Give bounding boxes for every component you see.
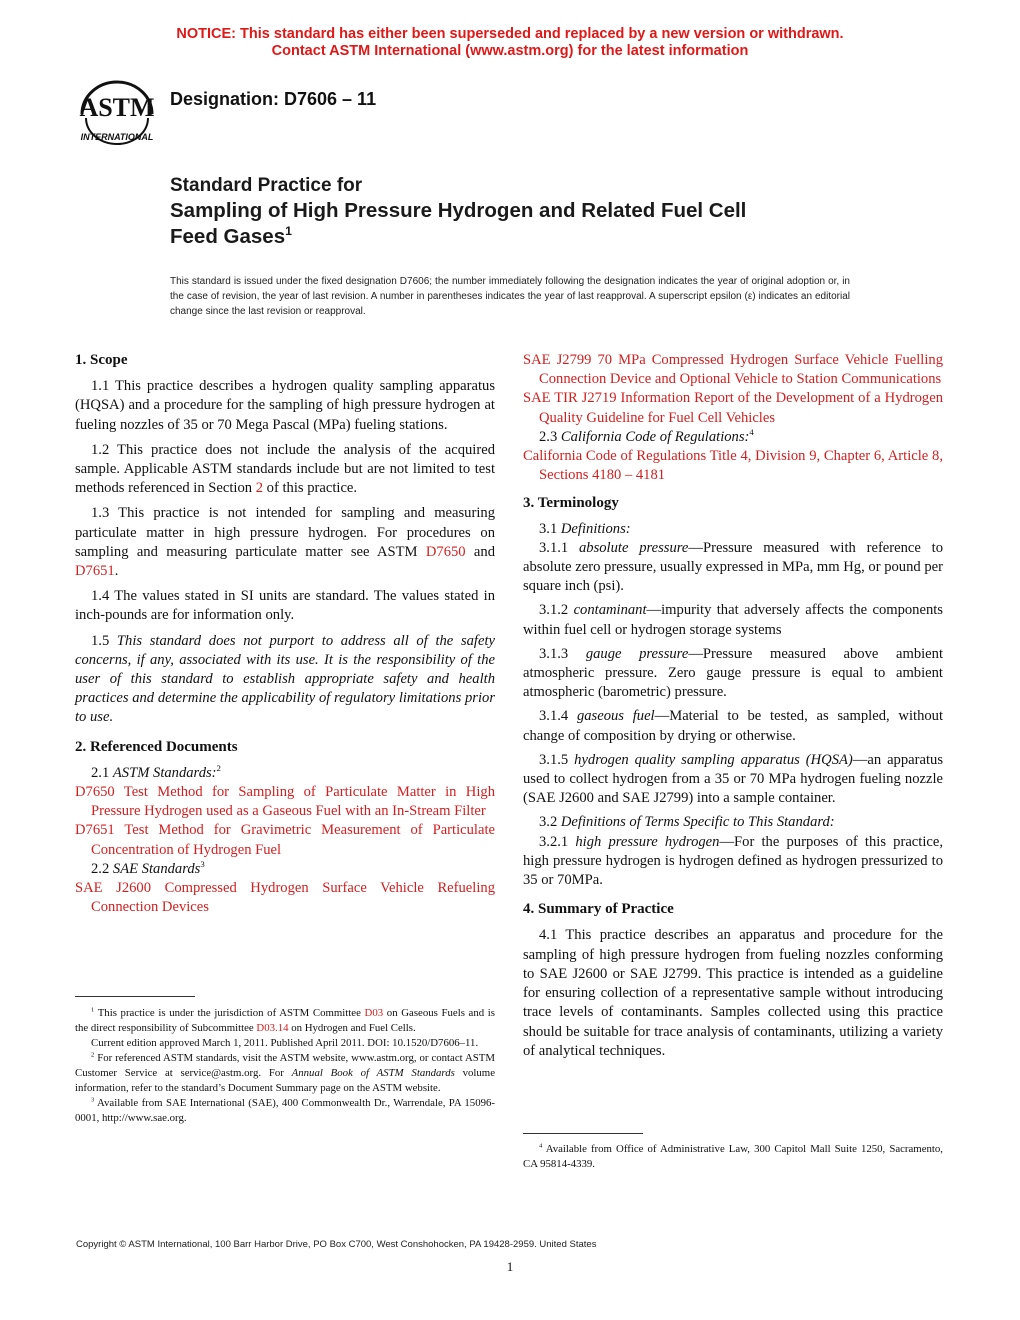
reference-sae-j2799[interactable] (523, 351, 943, 389)
para-2-3-text: California Code of Regulations: (560, 428, 750, 445)
definition-3-term: gauge pressure (585, 645, 689, 662)
para-3-2 (523, 813, 943, 832)
copyright-footer: Copyright © ASTM International, 100 Barr Harbor Drive, PO Box C700, West Conshohocken, PA 19428-2959. United States (76, 1239, 597, 1250)
para-1-3-text: 1.3 This practice is not intended for sampling and measuring particulate matter in high pressure hydrogen. For procedures on sampling and measuring particulate matter see ASTM (75, 505, 495, 560)
para-1-2-text: 1.2 This practice does not include the analysis of the acquired sample. Applicable ASTM standards include but are not limited to test methods referenced in Section (75, 441, 495, 497)
title-line-2-text: Feed Gases (170, 225, 286, 248)
fixed-designation-note: This standard is issued under the fixed designation D7606; the number immediately following the designation indicates the year of original adoption or, in the case of revision, the year of last revision. A number in parentheses indicates the year of last reapproval. A superscript epsilon (ε) indicates an editorial change since the last revision or reapproval. (170, 276, 850, 317)
definition-5-number: 3.1.5 (539, 751, 575, 768)
footnote-3-text: Available from SAE International (SAE), 400 Commonwealth Dr., Warrendale, PA 15096-0001, http://www.sae.org. (75, 1097, 495, 1124)
notice-banner (0, 26, 1020, 60)
para-2-2-text: SAE Standards (112, 860, 201, 877)
reference-california-code-text[interactable]: California Code of Regulations Title 4, Division 9, Chapter 6, Article 8, Sections 4180 – 4181 (523, 448, 943, 484)
definition-5-text: —an apparatus used to collect hydrogen from a 35 or 70 MPa hydrogen fueling nozzle (SAE J2600 and SAE J2799) into a sample container. (523, 751, 943, 807)
definition-2-term: contaminant (573, 602, 647, 619)
para-3-1-text: Definitions: (560, 520, 631, 537)
reference-sae-j2799-code[interactable]: SAE J2799 (523, 352, 592, 368)
para-1-5-number: 1.5 (91, 632, 117, 649)
section-2-heading: 2. Referenced Documents (75, 738, 238, 755)
definition-4-text: —Material to be tested, as sampled, without change of composition by drying or otherwise. (523, 708, 944, 744)
definition-1-term: absolute pressure (578, 539, 689, 556)
reference-sae-j2600[interactable] (75, 879, 495, 917)
para-1-3 (75, 504, 495, 581)
para-2-2 (75, 860, 495, 879)
para-4-1: 4.1 This practice describes an apparatus and procedure for the sampling of high pressure hydrogen from fueling nozzles conforming to SAE J2600 or SAE J2799. This practice is intended as a guideline for ensuring collection of a representative sample without introducing trace levels of contaminants. Samples collected using this practice should be suitable for trace analysis of contaminants, utilizing a variety of analytical techniques. (523, 927, 943, 1059)
document-title (170, 174, 870, 250)
footnote-1 (75, 1006, 495, 1036)
section-4-heading: 4. Summary of Practice (523, 901, 674, 918)
para-3-1-number: 3.1 (539, 520, 561, 537)
footnote-2-italic: Annual Book of ASTM Standards (291, 1067, 455, 1079)
definition-high-pressure-hydrogen (523, 833, 943, 891)
right-footnotes (523, 1142, 943, 1172)
notice-line-2: Contact ASTM International (www.astm.org) for the latest information (271, 43, 749, 59)
para-2-3 (523, 428, 943, 447)
footnote-2 (75, 1051, 495, 1096)
reference-sae-tir-j2719-code[interactable]: SAE TIR J2719 (523, 390, 617, 407)
para-2-2-footnote-mark: 3 (200, 859, 205, 870)
definition-gauge-pressure (523, 645, 943, 703)
reference-sae-j2600-code[interactable]: SAE J2600 (75, 880, 152, 897)
para-2-1 (75, 764, 495, 783)
page-number: 1 (506, 1259, 514, 1274)
para-1-5-text: This standard does not purport to address all of the safety concerns, if any, associated with its use. It is the responsibility of the user of this standard to establish appropriate safety and health practices and determine the applicability of regulatory limitations prior to use. (75, 632, 495, 726)
footnote-4 (523, 1142, 943, 1172)
para-3-2-text: Definitions of Terms Specific to This Standard: (560, 814, 835, 831)
definition-3-number: 3.1.3 (539, 645, 586, 662)
footnote-2-text-a: For referenced ASTM standards, visit the ASTM website, www.astm.org, or contact ASTM Customer Service at service@astm.org. For (75, 1052, 495, 1079)
reference-california-code[interactable] (523, 447, 943, 485)
definition-hqsa (523, 751, 943, 809)
left-column (75, 351, 495, 917)
reference-d7651[interactable] (75, 821, 495, 859)
definition-2-number: 3.1.2 (539, 602, 574, 619)
definition-6-term: high pressure hydrogen (575, 833, 720, 850)
definition-1-number: 3.1.1 (539, 539, 579, 556)
reference-d7650-title[interactable]: Test Method for Sampling of Particulate Matter in High Pressure Hydrogen used as a Gaseous Fuel with an In-Stream Filter (91, 784, 495, 820)
right-footnote-rule (523, 1133, 643, 1134)
definition-6-number: 3.2.1 (539, 833, 576, 850)
para-1-3-and: and (465, 543, 495, 560)
para-1-4: 1.4 The values stated in SI units are standard. The values stated in inch-pounds are for information only. (75, 588, 495, 624)
footnote-1-text-c: on Hydrogen and Fuel Cells. (288, 1022, 416, 1034)
para-3-1 (523, 520, 943, 539)
title-prefix: Standard Practice for (170, 175, 363, 196)
left-footnote-rule (75, 996, 195, 997)
reference-d7651-code[interactable]: D7651 (75, 822, 115, 839)
definition-4-term: gaseous fuel (576, 708, 655, 725)
definition-2-text: —impurity that adversely affects the components within fuel cell or hydrogen storage systems (523, 602, 943, 638)
para-2-3-number: 2.3 (539, 428, 561, 445)
reference-d7650-code[interactable]: D7650 (75, 784, 115, 801)
definition-5-term: hydrogen quality sampling apparatus (HQSA) (574, 751, 853, 768)
subcommittee-d03-14-link[interactable]: D03.14 (256, 1022, 289, 1034)
title-line-2 (170, 224, 870, 250)
reference-sae-j2799-title[interactable]: 70 MPa Compressed Hydrogen Surface Vehicle Fuelling Connection Device and Optional Vehicle to Station Communications (539, 352, 944, 388)
definition-6-text: —For the purposes of this practice, high pressure hydrogen is hydrogen defined as hydrogen pressurized to 35 or 70MPa. (523, 833, 943, 889)
title-footnote-mark: 1 (285, 224, 292, 239)
d7650-link[interactable]: D7650 (425, 543, 466, 560)
definition-contaminant (523, 601, 943, 639)
definition-3-text: —Pressure measured above ambient atmospheric pressure. Zero gauge pressure is equal to ambient atmospheric (barometric) pressure. (523, 645, 944, 701)
para-2-1-text: ASTM Standards: (112, 764, 217, 781)
astm-logo-icon (72, 74, 162, 146)
astm-logo (72, 74, 162, 146)
section-3-heading: 3. Terminology (523, 495, 619, 512)
reference-sae-tir-j2719-title[interactable]: Information Report of the Development of a Hydrogen Quality Guideline for Fuel Cell Vehicles (539, 390, 943, 426)
para-1-5 (75, 632, 495, 728)
notice-line-1: NOTICE: This standard has either been superseded and replaced by a new version or withdrawn. (176, 26, 844, 42)
footnote-4-mark: 4 (539, 1142, 543, 1150)
definition-4-number: 3.1.4 (539, 708, 577, 725)
title-line-1: Sampling of High Pressure Hydrogen and Related Fuel Cell (170, 199, 747, 222)
designation: Designation: D7606 – 11 (170, 89, 377, 109)
definition-gaseous-fuel (523, 707, 943, 745)
section-2-link[interactable]: 2 (255, 480, 264, 497)
logo-subtext: INTERNATIONAL (80, 132, 154, 142)
footnote-2-text-b: volume information, refer to the standard’s Document Summary page on the ASTM website. (75, 1067, 495, 1094)
para-2-1-number: 2.1 (91, 764, 113, 781)
footnote-3 (75, 1096, 495, 1126)
footnote-1-text-a: This practice is under the jurisdiction of ASTM Committee (94, 1007, 365, 1019)
left-footnotes (75, 1006, 495, 1126)
para-1-3-end: . (114, 563, 119, 580)
para-2-1-footnote-mark: 2 (216, 763, 221, 773)
footnote-4-text: Available from Office of Administrative Law, 300 Capitol Mall Suite 1250, Sacramento, CA 95814-4339. (523, 1143, 943, 1170)
para-3-2-number: 3.2 (539, 814, 561, 831)
footnote-1-mark: 1 (91, 1006, 95, 1014)
footnote-1-text-b: on Gaseous Fuels and is the direct responsibility of Subcommittee (75, 1007, 496, 1034)
para-1-2-end: of this practice. (263, 480, 358, 497)
footnote-1-edition: Current edition approved March 1, 2011. Published April 2011. DOI: 10.1520/D7606–11. (91, 1037, 479, 1049)
reference-sae-tir-j2719[interactable] (523, 389, 943, 427)
reference-d7651-title[interactable]: Test Method for Gravimetric Measurement of Particulate Concentration of Hydrogen Fuel (91, 822, 495, 858)
definition-1-text: —Pressure measured with reference to absolute zero pressure, usually expressed in MPa, mm Hg, or pound per square inch (psi). (523, 539, 943, 595)
footnote-2-mark: 2 (91, 1051, 95, 1059)
right-column (523, 351, 943, 1061)
reference-sae-j2600-title[interactable]: Compressed Hydrogen Surface Vehicle Refueling Connection Devices (91, 880, 495, 916)
para-1-1: 1.1 This practice describes a hydrogen quality sampling apparatus (HQSA) and a procedure for the sampling of high pressure hydrogen at fueling nozzles of 35 or 70 Mega Pascal (MPa) fueling stations. (75, 378, 495, 433)
logo-text: ASTM (79, 93, 155, 122)
para-2-2-number: 2.2 (91, 860, 113, 877)
reference-d7650[interactable] (75, 783, 495, 821)
definition-absolute-pressure (523, 539, 943, 597)
para-2-3-footnote-mark: 4 (749, 426, 754, 437)
footnote-3-mark: 3 (91, 1096, 95, 1104)
committee-d03-link[interactable]: D03 (364, 1007, 384, 1019)
section-1-heading: 1. Scope (75, 352, 128, 368)
d7651-link[interactable]: D7651 (75, 563, 115, 580)
para-1-2 (75, 441, 495, 499)
